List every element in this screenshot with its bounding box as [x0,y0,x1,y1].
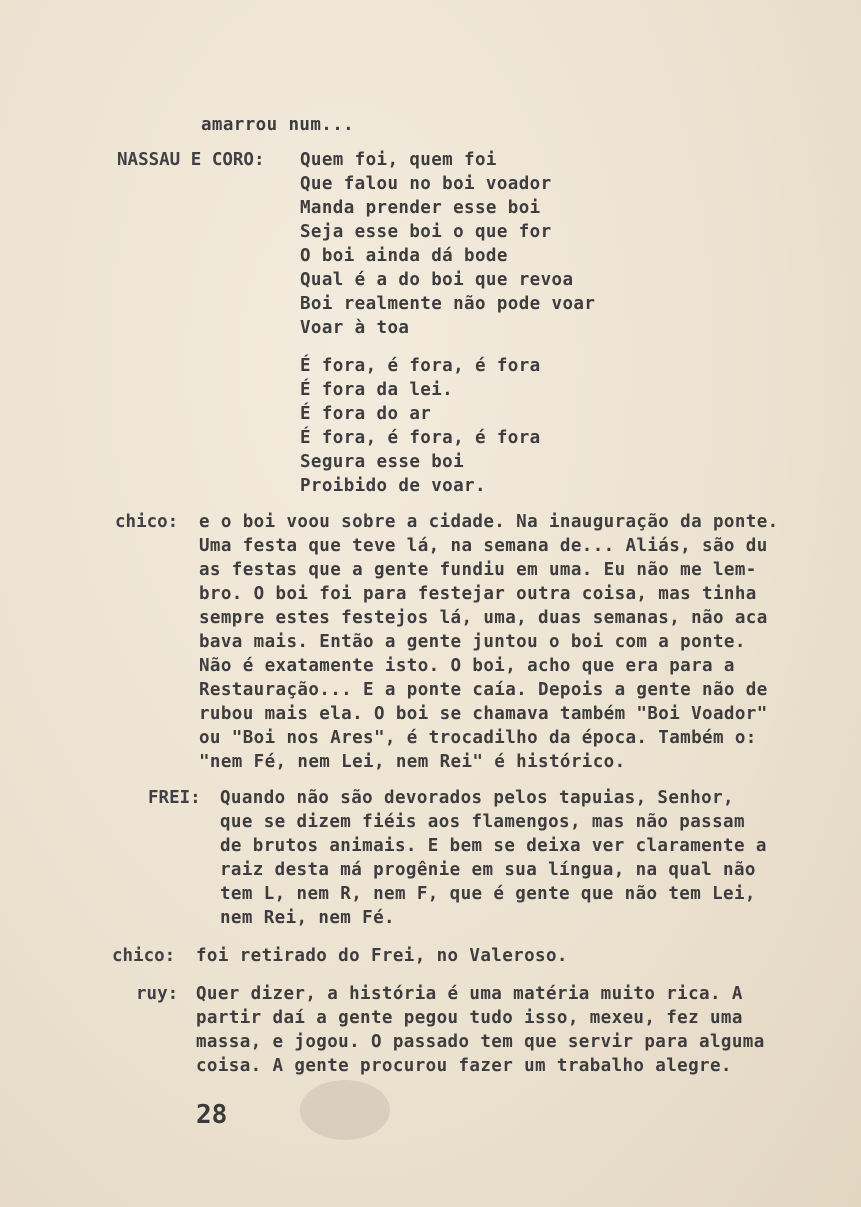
prose-line: bava mais. Então a gente juntou o boi com a ponte. [199,632,746,652]
prose-line: bro. O boi foi para festejar outra coisa, mas tinha [199,584,757,604]
verse-line: Proibido de voar. [300,476,486,496]
prose-line: partir daí a gente pegou tudo isso, mexeu, fez uma [196,1008,743,1028]
verse-line: Qual é a do boi que revoa [300,270,574,290]
prose-line: as festas que a gente fundiu em uma. Eu não me lem- [199,560,757,580]
prose-line: tem L, nem R, nem F, que é gente que não tem Lei, [220,884,756,904]
prose-line: Uma festa que teve lá, na semana de... Aliás, são du [199,536,768,556]
page-number: 28 [196,1100,228,1130]
speaker-label: NASSAU E CORO: [117,150,265,170]
prose-line: Quer dizer, a história é uma matéria muito rica. A [196,984,743,1004]
prose-line: e o boi voou sobre a cidade. Na inauguração da ponte. [199,512,779,532]
speaker-label: chico: [112,946,176,966]
verse-line: Seja esse boi o que for [300,222,552,242]
verse-line: Manda prender esse boi [300,198,541,218]
verse-line: É fora da lei. [300,380,454,400]
text-line: amarrou num... [201,115,355,135]
prose-line: sempre estes festejos lá, uma, duas semanas, não aca [199,608,768,628]
prose-line: "nem Fé, nem Lei, nem Rei" é histórico. [199,752,626,772]
verse-line: Boi realmente não pode voar [300,294,596,314]
verse-line: Que falou no boi voador [300,174,552,194]
paper-stain [300,1080,390,1140]
prose-line: Quando não são devorados pelos tapuias, Senhor, [220,788,734,808]
verse-line: O boi ainda dá bode [300,246,508,266]
verse-line: Voar à toa [300,318,410,338]
prose-line: massa, e jogou. O passado tem que servir para alguma [196,1032,765,1052]
prose-line: que se dizem fiéis aos flamengos, mas não passam [220,812,745,832]
speaker-label: FREI: [148,788,201,808]
prose-line: foi retirado do Frei, no Valeroso. [196,946,568,966]
speaker-label: ruy: [136,984,179,1004]
prose-line: ou "Boi nos Ares", é trocadilho da época. Também o: [199,728,757,748]
prose-line: Não é exatamente isto. O boi, acho que era para a [199,656,735,676]
prose-line: nem Rei, nem Fé. [220,908,395,928]
prose-line: de brutos animais. E bem se deixa ver claramente a [220,836,767,856]
verse-line: É fora, é fora, é fora [300,356,541,376]
verse-line: Segura esse boi [300,452,465,472]
speaker-label: chico: [115,512,179,532]
prose-line: rubou mais ela. O boi se chamava também "Boi Voador" [199,704,768,724]
prose-line: Restauração... E a ponte caía. Depois a gente não de [199,680,768,700]
prose-line: coisa. A gente procurou fazer um trabalho alegre. [196,1056,732,1076]
prose-line: raiz desta má progênie em sua língua, na qual não [220,860,756,880]
verse-line: É fora do ar [300,404,432,424]
verse-line: Quem foi, quem foi [300,150,497,170]
verse-line: É fora, é fora, é fora [300,428,541,448]
